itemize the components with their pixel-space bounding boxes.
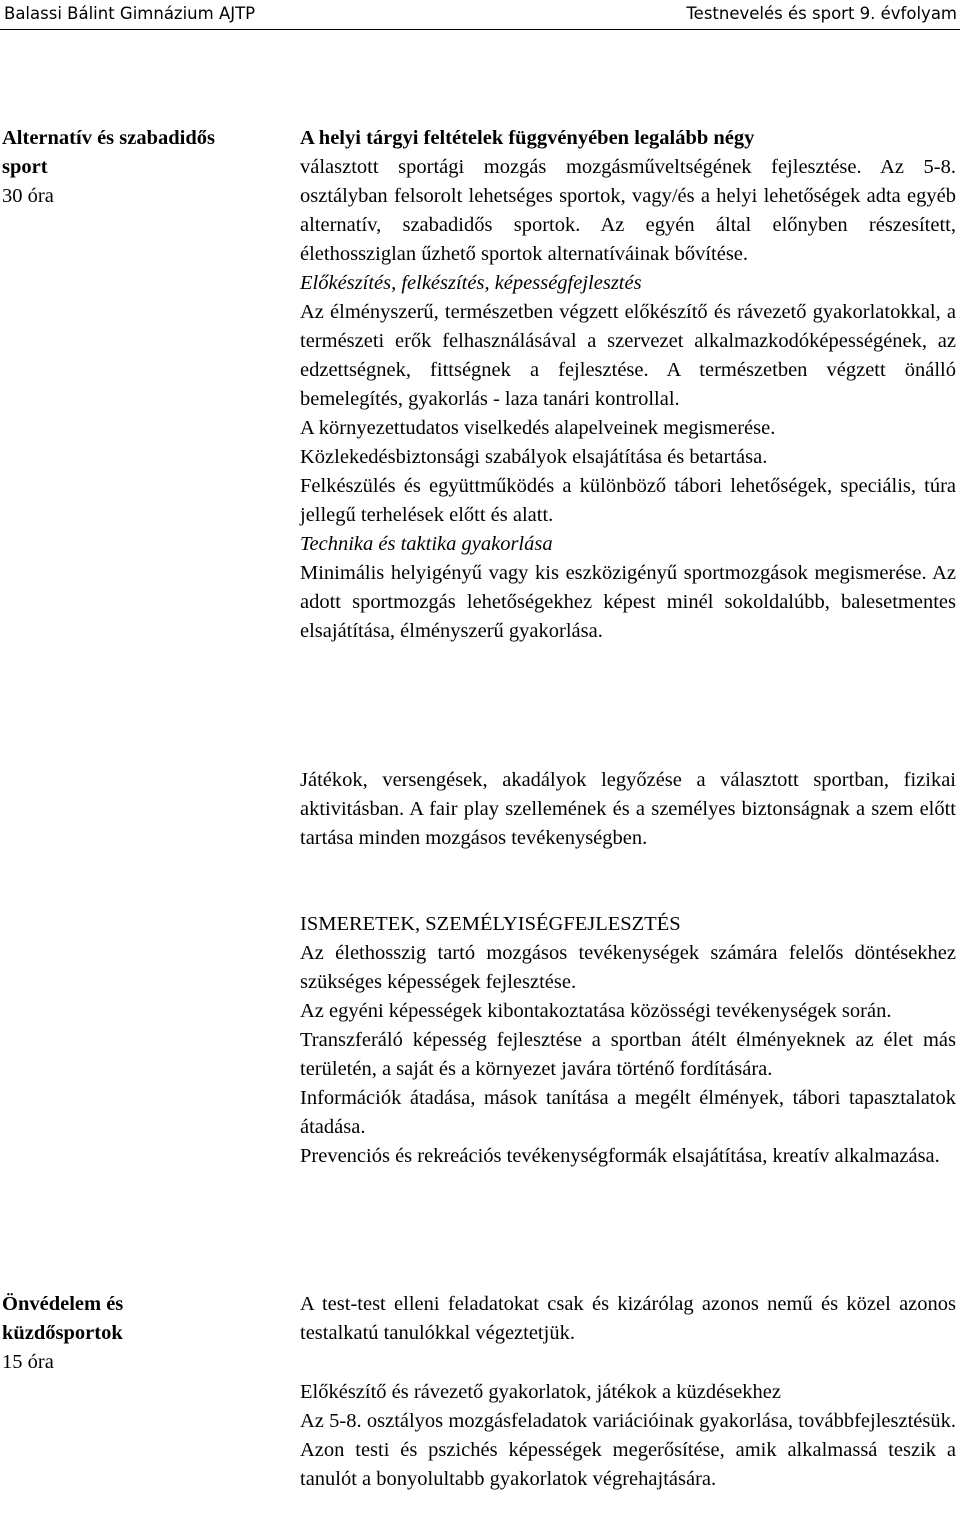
heading-preparation: Előkészítés, felkészítés, képességfejlesztés <box>300 272 642 294</box>
section2-paragraph-2: Az 5-8. osztályos mozgásfeladatok variációinak gyakorlása, továbbfejlesztésük. Azon testi és pszichés képességek megerősítése, amik alkalmassá teszik a tanulót a bonyolultabb gyakorlatok végrehajtására. <box>300 1410 956 1490</box>
heading-knowledge: ISMERETEK, SZEMÉLYISÉGFEJLESZTÉS <box>300 913 681 935</box>
section2-label <box>2 1290 262 1377</box>
section2-intro <box>300 1290 956 1348</box>
header-rule <box>0 29 960 30</box>
knowledge-paragraph-2: Az egyéni képességek kibontakoztatása közösségi tevékenységek során. <box>300 1000 892 1022</box>
prep-paragraph-4: Felkészülés és együttműködés a különböző tábori lehetőségek, speciális, túra jellegű terhelések előtt és alatt. <box>300 475 956 526</box>
heading-technique: Technika és taktika gyakorlása <box>300 533 553 555</box>
knowledge-paragraph-1: Az élethosszig tartó mozgásos tevékenységek számára felelős döntésekhez szükséges képességek fejlesztése. <box>300 942 956 993</box>
section1-label <box>2 124 262 211</box>
knowledge-paragraph-5: Prevenciós és rekreációs tevékenységformák elsajátítása, kreatív alkalmazása. <box>300 1145 940 1167</box>
technique-paragraph: Minimális helyigényű vagy kis eszközigényű sportmozgások megismerése. Az adott sportmozgás lehetőségekhez képest minél sokoldalúbb, balesetmentes elsajátítása, élményszerű gyakorlása. <box>300 562 956 642</box>
page-header <box>0 0 960 28</box>
section1-title-line1: Alternatív és szabadidős <box>2 127 215 149</box>
prep-paragraph-2: A környezettudatos viselkedés alapelveinek megismerése. <box>300 417 776 439</box>
games-block <box>300 766 956 853</box>
prep-paragraph-1: Az élményszerű, természetben végzett előkészítő és rávezető gyakorlatokkal, a természeti erők felhasználásával a szervezet alkalmazkodóképességének, az edzettségnek, fittségnek a fejlesztése. A természetben végzett önálló bemelegítés, gyakorlás - laza tanári kontrollal. <box>300 301 956 410</box>
section1-content <box>300 124 956 646</box>
games-paragraph: Játékok, versengések, akadályok legyőzése a választott sportban, fizikai aktivitásban. A fair play szellemének és a személyes biztonságnak a szem előtt tartása minden mozgásos tevékenységben. <box>300 769 956 849</box>
section1-intro-bold: A helyi tárgyi feltételek függvényében legalább négy <box>300 127 755 149</box>
knowledge-paragraph-4: Információk átadása, mások tanítása a megélt élmények, tábori tapasztalatok átadása. <box>300 1087 956 1138</box>
header-subject: Testnevelés és sport 9. évfolyam <box>686 4 957 23</box>
section2-content <box>300 1378 956 1494</box>
knowledge-paragraph-3: Transzferáló képesség fejlesztése a sportban átélt élményeknek az élet más területén, a saját és a környezet javára történő fordítására. <box>300 1029 956 1080</box>
section1-title-line2: sport <box>2 156 48 178</box>
section2-heading: Előkészítő és rávezető gyakorlatok, játékok a küzdésekhez <box>300 1381 781 1403</box>
prep-paragraph-3: Közlekedésbiztonsági szabályok elsajátítása és betartása. <box>300 446 768 468</box>
section1-intro-text: választott sportági mozgás mozgásműveltségének fejlesztése. Az 5-8. osztályban felsorolt lehetséges sportok, vagy/és a helyi lehetőségek adta egyéb alternatív, szabadidős sportok. Az egyén által előnyben részesített, élethossziglan űzhető sportok alternatíváinak bővítése. <box>300 156 956 265</box>
section2-title-line2: küzdősportok <box>2 1322 123 1344</box>
knowledge-block <box>300 910 956 1171</box>
header-school: Balassi Bálint Gimnázium AJTP <box>4 4 256 23</box>
section2-paragraph-1: A test-test elleni feladatokat csak és kizárólag azonos nemű és közel azonos testalkatú tanulókkal végeztetjük. <box>300 1293 956 1344</box>
section2-hours: 15 óra <box>2 1351 54 1373</box>
section2-title-line1: Önvédelem és <box>2 1293 124 1315</box>
section1-hours: 30 óra <box>2 185 54 207</box>
